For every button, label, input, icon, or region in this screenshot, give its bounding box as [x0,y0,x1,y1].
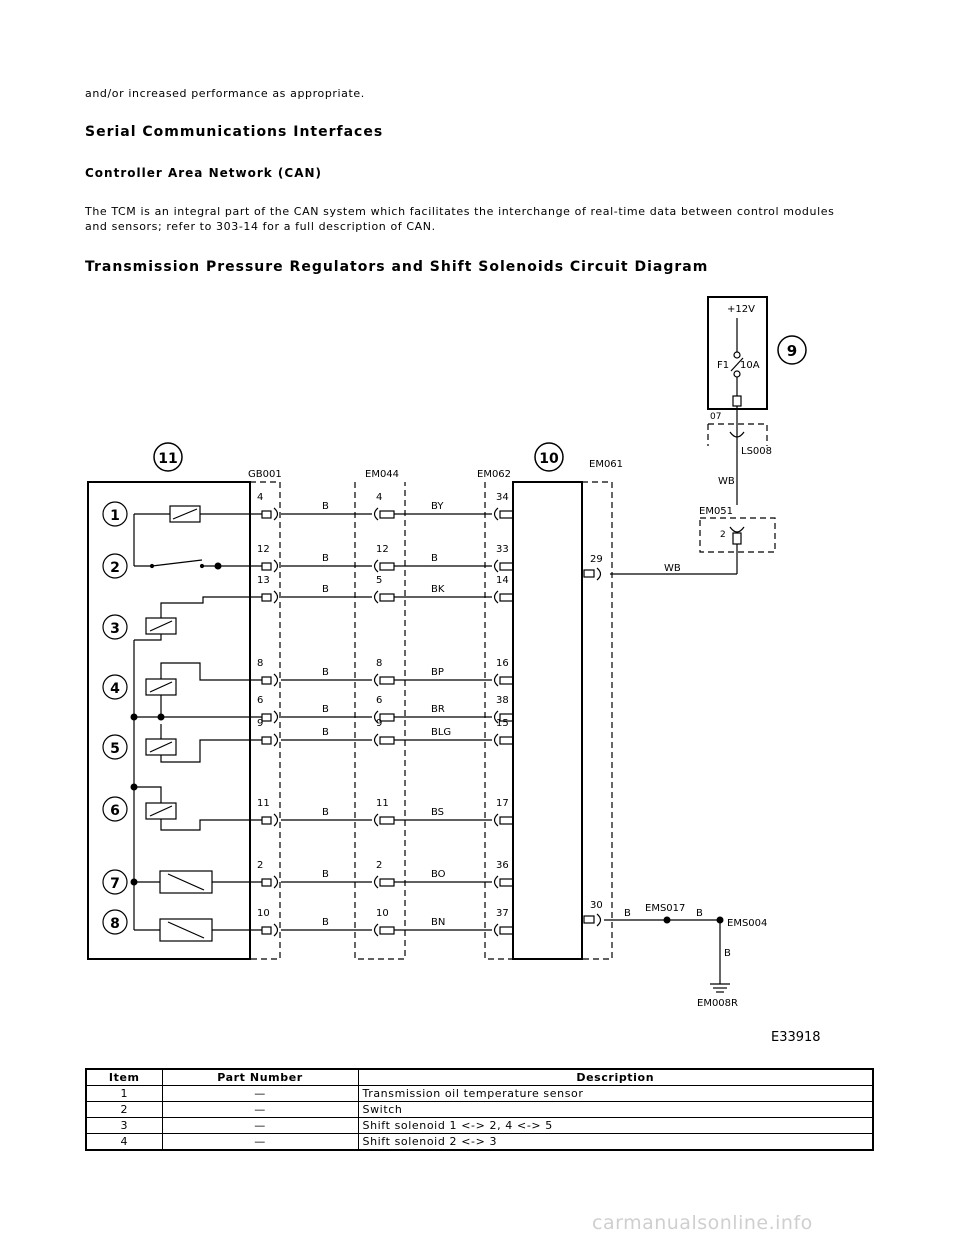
table-row [86,1086,873,1102]
figure-id: E33918 [771,1030,821,1045]
heading-circuit-diagram: Transmission Pressure Regulators and Shift Solenoids Circuit Diagram [85,259,709,275]
cell-description: Shift solenoid 1 <-> 2, 4 <-> 5 [358,1118,873,1134]
em062-pin [500,927,513,934]
fuse-rating: 10A [740,360,760,371]
em051-pin: 2 [720,530,726,540]
cell-item: 4 [86,1134,162,1151]
gb001-pin [262,563,271,570]
fuse-terminal-bottom [734,371,740,377]
gb001-pin [262,737,271,744]
table-row [86,1102,873,1118]
em062-pin-label: 37 [496,908,509,919]
item-callout-3: 3 [110,621,120,637]
em044-pin-label: 9 [376,718,383,729]
wire-color-label: BY [431,501,444,512]
em062-pin-label: 14 [496,575,509,586]
ems017-splice [664,917,671,924]
em062-pin-label: 38 [496,695,509,706]
wire-color-label: B [322,501,329,512]
em044-pin-label: 12 [376,544,389,555]
fuse-name: F1 [717,360,730,371]
gb001-pin-label: 6 [257,695,264,706]
em044-pin-label: 6 [376,695,383,706]
em062-pin-label: 34 [496,492,509,503]
wire-color-label: B [322,704,329,715]
table-row [86,1118,873,1134]
em044-pin [380,677,394,684]
wire-color-label: BR [431,704,445,715]
can-paragraph-line-2: and sensors; refer to 303-14 for a full description of CAN. [85,220,436,233]
wire-rows [257,492,513,936]
wire-color-label: B [431,553,438,564]
em044-pin [380,927,394,934]
fuse-pin-label: 07 [710,412,722,422]
wire-color-label: B [322,917,329,928]
em008r-label: EM008R [697,998,738,1009]
table-row [86,1134,873,1151]
em062-pin-label: 36 [496,860,509,871]
item-callout-6: 6 [110,803,120,819]
ground-wire-label-2: B [696,908,703,919]
internal-wiring [131,506,263,941]
fuse-box-pin [733,396,741,406]
em062-pin [500,594,513,601]
gb001-pin-label: 2 [257,860,264,871]
gb001-pin [262,511,271,518]
table-header-row [86,1069,873,1086]
em044-pin-label: 10 [376,908,389,919]
wb-label-2: WB [664,563,681,574]
em062-pin [500,511,513,518]
item-callout-7: 7 [110,876,120,892]
em062-pin [500,737,513,744]
svg-text:9: 9 [786,342,798,360]
cell-description: Switch [358,1102,873,1118]
em062-pin [500,817,513,824]
em044-label: EM044 [365,469,400,480]
fuse-terminal-top [734,352,740,358]
em044-pin [380,879,394,886]
wire-color-label: B [322,553,329,564]
item-callout-5: 5 [110,741,120,757]
cell-description: Transmission oil temperature sensor [358,1086,873,1102]
svg-text:10: 10 [539,451,559,467]
header-description: Description [358,1069,873,1086]
em044-pin-label: 11 [376,798,389,809]
gb001-pin-label: 4 [257,492,264,503]
can-paragraph-line-1: The TCM is an integral part of the CAN system which facilitates the interchange of real-time data between control modules [85,205,835,218]
wire-color-label: B [322,869,329,880]
intro-text: and/or increased performance as appropriate. [85,87,365,100]
gb001-pin-label: 8 [257,658,264,669]
gb001-pin [262,594,271,601]
svg-text:11: 11 [158,451,178,467]
cell-item: 3 [86,1118,162,1134]
ems004-label: EMS004 [727,918,768,929]
watermark: carmanualsonline.info [592,1212,813,1234]
em062-pin-label: 33 [496,544,509,555]
ems017-label: EMS017 [645,903,686,914]
ground-wire-label-1: B [624,908,631,919]
cell-item: 1 [86,1086,162,1102]
em044-pin-label: 5 [376,575,383,586]
em062-pin [500,563,513,570]
wire-color-label: B [322,727,329,738]
em044-pin-label: 8 [376,658,383,669]
em062-pin-label: 16 [496,658,509,669]
em061-pin-30: 30 [590,900,603,911]
gb001-pin [262,817,271,824]
gb001-pin [262,879,271,886]
wire-color-label: BK [431,584,445,595]
header-item: Item [86,1069,162,1086]
item-callout-1: 1 [110,508,120,524]
cell-part: — [162,1102,358,1118]
gb001-label: GB001 [248,469,282,480]
gb001-pin-label: 10 [257,908,270,919]
ls008-label: LS008 [741,446,773,457]
em044-pin [380,737,394,744]
item-callout-4: 4 [110,681,120,697]
cell-item: 2 [86,1102,162,1118]
em051-label: EM051 [699,506,734,517]
em062-pin [500,879,513,886]
gb001-pin-label: 9 [257,718,264,729]
item-callout-2: 2 [110,560,120,576]
cell-part: — [162,1118,358,1134]
em061-pin-29: 29 [590,554,603,565]
gb001-pin-label: 12 [257,544,270,555]
wire-color-label: B [322,807,329,818]
em044-pin [380,817,394,824]
wire-color-label: BO [431,869,446,880]
gb001-pin-label: 13 [257,575,270,586]
em044-pin [380,594,394,601]
header-part-number: Part Number [162,1069,358,1086]
em044-pin-label: 4 [376,492,383,503]
cell-part: — [162,1086,358,1102]
gb001-pin [262,677,271,684]
em044-pin-label: 2 [376,860,383,871]
em062-label: EM062 [477,469,512,480]
tcm-module [513,482,582,959]
heading-can: Controller Area Network (CAN) [85,166,323,180]
em062-pin-label: 17 [496,798,509,809]
em062-pin [500,677,513,684]
heading-serial-communications: Serial Communications Interfaces [85,124,384,140]
wire-color-label: BN [431,917,446,928]
wire-color-label: B [322,584,329,595]
supply-label: +12V [727,304,755,315]
item-callouts [103,502,127,934]
wb-label-1: WB [718,476,735,487]
em062-pin-label: 15 [496,718,509,729]
em061-label: EM061 [589,459,624,470]
item-callout-8: 8 [110,916,120,932]
cell-description: Shift solenoid 2 <-> 3 [358,1134,873,1151]
em044-pin [380,511,394,518]
ground-wire-label-3: B [724,948,731,959]
em044-pin [380,563,394,570]
parts-table [85,1068,874,1151]
wire-color-label: B [322,667,329,678]
gb001-pin [262,927,271,934]
wire-color-label: BP [431,667,444,678]
gb001-pin-label: 11 [257,798,270,809]
wire-color-label: BS [431,807,445,818]
cell-part: — [162,1134,358,1151]
wire-color-label: BLG [431,727,452,738]
